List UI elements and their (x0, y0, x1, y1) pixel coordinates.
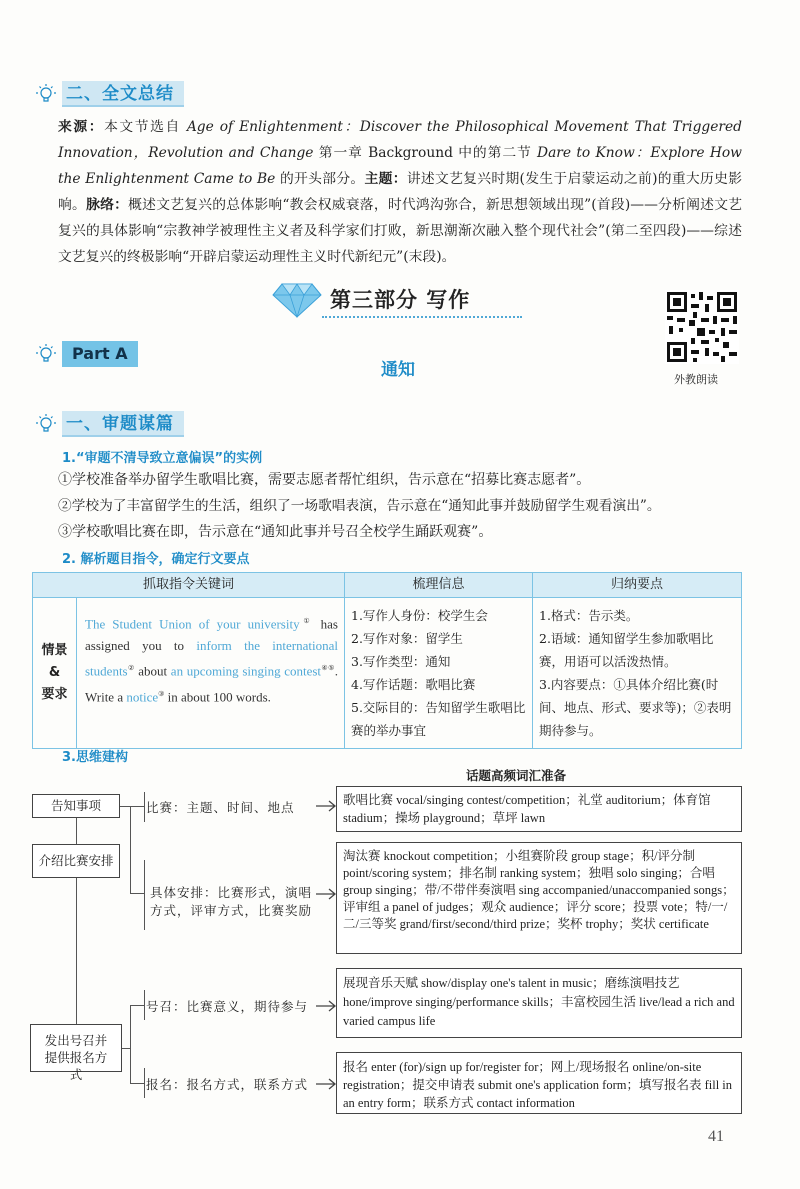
example-item: ③学校歌唱比赛在即，告示意在“通知此事并号召全校学生踊跃观赛”。 (58, 524, 493, 540)
keyword-topic: an upcoming singing contest (170, 663, 322, 679)
theme-text: 讲述文艺复兴时期(发生于启蒙运动之前)的重大历史影响。 (58, 171, 742, 213)
row-label (33, 598, 77, 749)
analysis-table (32, 572, 742, 749)
source-text: 第一章 Background 中的第二节 (318, 145, 532, 161)
point-item: 2.语域：通知留学生参加歌唱比赛，用语可以活泼热情。 (539, 631, 714, 669)
qr-caption: 外教朗读 (674, 373, 718, 386)
lightbulb-icon (34, 82, 58, 106)
vocab-box-appeal: 展现音乐天赋 show/display one's talent in music；磨练演唱技艺 hone/improve singing/performance skills；丰富校园生活 live/lead a rich and varied campus life (336, 968, 742, 1038)
point-item: 1.格式：告示类。 (539, 608, 639, 623)
keyword-type: notice (126, 688, 159, 704)
section-review-title: 一、审题谋篇 (62, 411, 184, 437)
vocab-box-signup: 报名 enter (for)/sign up for/register for；网上/现场报名 online/on-site registration；提交申请表 submit one's application form；填写报名表 fill in an entry form；联系方式 contact information (336, 1052, 742, 1114)
source-section: Dare to Know：Explore How the Enlightenment Came to Be (58, 145, 742, 187)
connector (76, 878, 77, 1024)
prompt-plain: has assigned you to (85, 616, 338, 654)
connector (120, 806, 130, 807)
bracket (144, 990, 145, 1020)
prompt-plain: about (134, 663, 171, 679)
examples-heading: 1.“审题不清导致立意偏误”的实例 (62, 451, 263, 466)
theme-label: 主题： (364, 171, 407, 187)
connector (130, 1005, 144, 1006)
source-book: Age of Enlightenment：Discover the Philosophical Movement That Triggered Innovation，Revolution and Change (58, 119, 743, 161)
connector (130, 1083, 144, 1084)
point-item: 3.内容要点：①具体介绍比赛(时间、地点、形式、要求等)；②表明期待参与。 (539, 677, 732, 738)
bracket (144, 1068, 145, 1098)
part-three-title: 第三部分 写作 (330, 288, 471, 312)
source-label: 来源： (58, 119, 105, 135)
info-item: 4.写作话题：歌唱比赛 (351, 677, 476, 692)
bracket (144, 792, 145, 822)
row-label-line: 情景 (41, 643, 68, 658)
row-label-line: 要求 (41, 687, 68, 702)
vocab-title: 话题高频词汇准备 (466, 768, 567, 783)
keyword-audience: inform the international students (85, 638, 338, 679)
part-three-header (272, 280, 522, 324)
connector (130, 1005, 131, 1083)
section-summary-header (34, 80, 184, 108)
bracket (144, 860, 145, 930)
qr-code[interactable] (665, 290, 739, 364)
vocab-box-contest: 歌唱比赛 vocal/singing contest/competition；礼堂 auditorium；体育馆 stadium；操场 playground；草坪 lawn (336, 786, 742, 832)
summary-paragraph (58, 114, 742, 270)
info-item: 3.写作类型：通知 (351, 654, 451, 669)
node-intro: 介绍比赛安排 (32, 844, 120, 878)
info-item: 1.写作人身份：校学生会 (351, 608, 488, 623)
node-appeal: 号召：比赛意义，期待参与 (146, 999, 309, 1014)
diamond-icon (272, 282, 322, 318)
table-header: 归纳要点 (533, 573, 742, 598)
keyword-identity: The Student Union of your university (85, 616, 300, 632)
analysis-heading: 2. 解析题目指令，确定行文要点 (62, 552, 250, 567)
lightbulb-icon (34, 412, 58, 436)
prompt-text: The Student Union of your university① has assigned you to inform the international students② about an upcoming singing contest④⑤. Write a notice③ in about 100 words. (85, 616, 338, 704)
source-text: 的开头部分。 (279, 171, 365, 187)
prompt-plain: . Write a (85, 663, 338, 704)
info-item: 2.写作对象：留学生 (351, 631, 463, 646)
source-text: 本文节选自 (104, 119, 181, 135)
example-item: ②学校为了丰富留学生的生活，组织了一场歌唱表演，告示意在“通知此事并鼓励留学生观看演出”。 (58, 498, 661, 514)
dotted-divider (322, 316, 522, 318)
connector (122, 1048, 130, 1049)
example-item: ①学校准备举办留学生歌唱比赛，需要志愿者帮忙组织，告示意在“招募比赛志愿者”。 (58, 472, 591, 488)
page-number: 41 (708, 1128, 724, 1145)
part-a-topic: 通知 (381, 360, 415, 380)
node-contest: 比赛：主题、时间、地点 (146, 800, 295, 815)
info-cell (345, 598, 533, 749)
node-call: 发出号召并提供报名方式 (30, 1024, 122, 1072)
points-cell (533, 598, 742, 749)
section-review-header (34, 410, 184, 438)
row-label-line: & (48, 665, 61, 680)
mindmap-heading: 3.思维建构 (62, 750, 128, 765)
connector (130, 806, 144, 807)
vocab-box-arrange: 淘汰赛 knockout competition；小组赛阶段 group stage；积/评分制 point/scoring system；排名制 ranking system；独唱 solo singing；合唱 group singing；带/不带伴奏演唱 sing accompanied/unaccompanied songs；评审组 a panel of judges；观众 audience；评分 score；投票 vote；特/一/二/三等奖 grand/first/second/third prize；奖杯 trophy；奖状 certificate (336, 842, 742, 954)
node-arrange: 具体安排：比赛形式，演唱方式，评审方式，比赛奖励 (150, 885, 313, 918)
connector (130, 893, 144, 894)
table-header: 抓取指令关键词 (33, 573, 345, 598)
lightbulb-icon (34, 342, 58, 366)
info-item: 5.交际目的：告知留学生歌唱比赛的举办事宜 (351, 700, 526, 738)
table-header: 梳理信息 (345, 573, 533, 598)
context-text: 概述文艺复兴的总体影响“教会权威衰落，时代鸿沟弥合，新思想领域出现”(首段)——分析阐述文艺复兴的具体影响“宗教神学被理性主义者及科学家们打败，新思潮渐次融入整个现代社会”(第二至四段)——综述文艺复兴的终极影响“开辟启蒙运动理性主义时代新纪元”(末段)。 (58, 197, 743, 265)
connector (130, 806, 131, 893)
part-a-label: Part A (62, 341, 138, 367)
section-summary-title: 二、全文总结 (62, 81, 184, 107)
prompt-cell (77, 598, 345, 749)
context-label: 脉络： (86, 197, 129, 213)
part-a-header (34, 340, 138, 368)
connector (76, 818, 77, 844)
prompt-plain: in about 100 words. (164, 688, 271, 704)
node-signup: 报名：报名方式，联系方式 (146, 1077, 309, 1092)
node-notify: 告知事项 (32, 794, 120, 818)
